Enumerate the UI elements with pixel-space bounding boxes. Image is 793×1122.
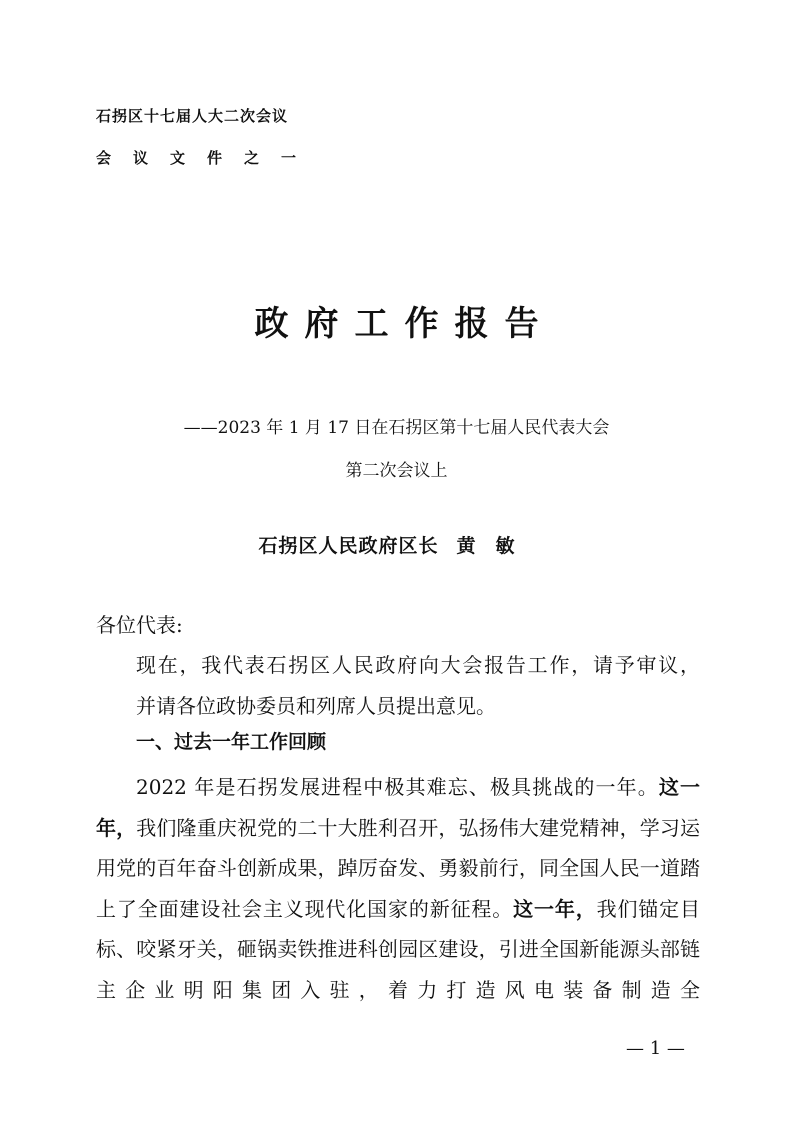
review-paragraph (96, 767, 700, 1010)
speaker-name: 黄敏 (456, 535, 535, 557)
review-middle: 我们隆重庆祝党的二十大胜利召开，弘扬伟大建党精神，学习运用党的百年奋斗创新成果，踔厉奋发、勇毅前行，同全国人民一道踏上了全面建设社会主义现代化国家的新征程。 (96, 815, 701, 921)
review-tail: 我们锚定目标、咬紧牙关，砸锅卖铁推进科创园区建设，引进全国新能源头部链主企业明阳集团入驻，着力打造风电装备制造全 (96, 896, 701, 1002)
review-highlight-2: 这一年， (513, 896, 597, 921)
speaker-line (0, 531, 793, 558)
speaker-role: 石拐区人民政府区长 (258, 535, 439, 557)
section-heading: 一、过去一年工作回顾 (136, 731, 327, 753)
intro-text-a: 现在，我代表石拐区人民政府向大会报告工作，请予审议， (136, 653, 700, 677)
intro-text-b: 并请各位政协委员和列席人员提出意见。 (136, 693, 496, 718)
document-series-label: 会议文件之一 (96, 149, 319, 167)
meeting-name: 石拐区十七届人大二次会议 (96, 107, 289, 125)
intro-paragraph (96, 645, 700, 726)
greeting: 各位代表: (96, 613, 183, 637)
page-title: 政府工作报告 (254, 304, 555, 344)
page-number: — 1 — (626, 1038, 685, 1059)
subtitle-line-2: 第二次会议上 (345, 461, 448, 481)
review-lead: 2022 年是石拐发展进程中极其难忘、极具挑战的一年。 (136, 775, 659, 799)
subtitle-line-1: ——2023 年 1 月 17 日在石拐区第十七届人民代表大会 (183, 418, 610, 438)
review-highlight-1: 这一年， (96, 775, 701, 840)
